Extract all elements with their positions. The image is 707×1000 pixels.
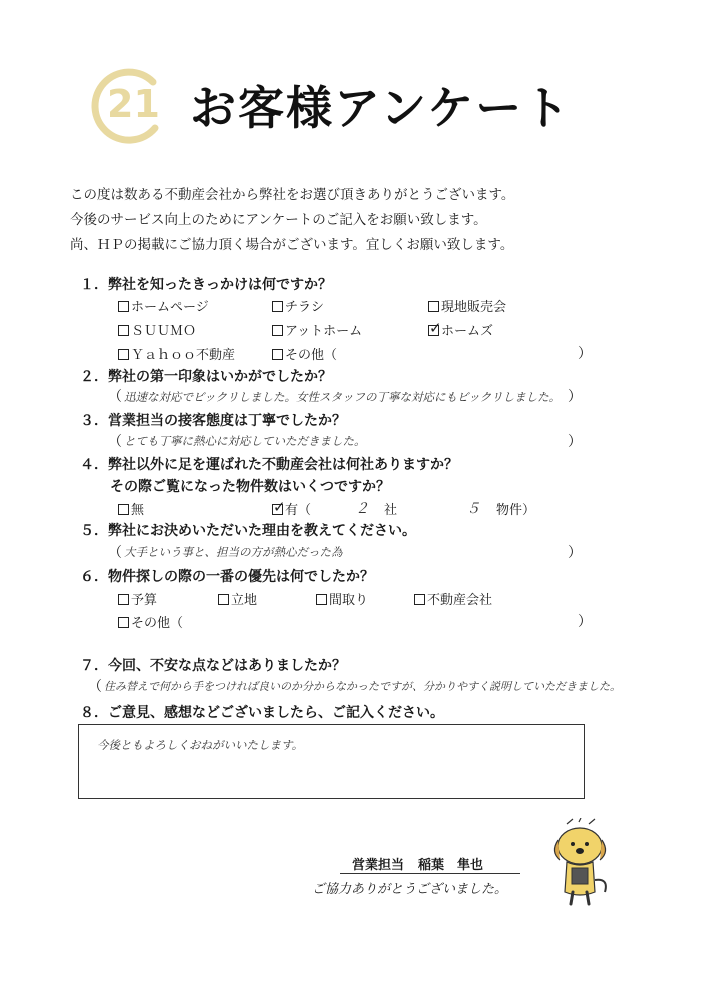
checkbox[interactable] bbox=[218, 594, 229, 605]
q6-option-location[interactable]: 立地 bbox=[218, 589, 257, 608]
intro-line-2: 今後のサービス向上のためにアンケートのご記入をお願い致します。 bbox=[70, 212, 487, 228]
q4-companies-count[interactable]: ２ bbox=[355, 501, 369, 517]
checkbox-checked[interactable] bbox=[272, 504, 283, 515]
q5-label: ５．弊社にお決めいただいた理由を教えてください。 bbox=[80, 523, 416, 539]
q4-bukken-label: 物件） bbox=[496, 503, 536, 518]
q2-answer[interactable]: 迅速な対応でビックリしました。女性スタッフの丁寧な対応にもビックリしました。 bbox=[124, 390, 561, 404]
q8-answer[interactable]: 今後ともよろしくおねがいいたします。 bbox=[97, 738, 304, 752]
q2-close-paren: ） bbox=[568, 389, 582, 405]
q1-label: １．弊社を知ったきっかけは何ですか？ bbox=[80, 277, 332, 293]
q2-label: ２．弊社の第一印象はいかがでしたか？ bbox=[80, 369, 332, 385]
q6-option-other[interactable]: その他（ bbox=[118, 612, 183, 631]
q4-sub-label: その際ご覧になった物件数はいくつですか？ bbox=[110, 479, 390, 495]
checkbox[interactable] bbox=[118, 617, 129, 628]
signature-underline bbox=[340, 873, 520, 874]
q3-close-paren: ） bbox=[568, 434, 582, 450]
checkbox[interactable] bbox=[272, 301, 283, 312]
sales-rep-role: 営業担当 bbox=[352, 858, 405, 873]
q7-open-paren: （ bbox=[88, 679, 102, 695]
q4-option-none[interactable]: 無 bbox=[118, 499, 144, 518]
thank-you-text: ご協力ありがとうございました。 bbox=[312, 882, 508, 897]
q1-option-yahoo[interactable]: Ｙａｈｏｏ不動産 bbox=[118, 344, 235, 363]
q4-sha-label: 社 bbox=[384, 503, 398, 518]
checkbox[interactable] bbox=[118, 594, 129, 605]
q5-open-paren: （ bbox=[108, 545, 122, 561]
q5-close-paren: ） bbox=[568, 545, 582, 561]
q5-answer[interactable]: 大手という事と、担当の方が熱心だった為 bbox=[124, 545, 343, 559]
q1-option-flyer[interactable]: チラシ bbox=[272, 296, 324, 315]
sales-rep-name: 稲葉 隼也 bbox=[418, 858, 484, 873]
checkbox[interactable] bbox=[118, 301, 129, 312]
checkbox[interactable] bbox=[118, 349, 129, 360]
q1-close-paren: ） bbox=[578, 346, 592, 362]
q4-option-yes[interactable]: ✓ 有（ bbox=[272, 499, 311, 518]
checkbox-checked[interactable] bbox=[428, 325, 439, 336]
q1-option-onsite-sale[interactable]: 現地販売会 bbox=[428, 296, 506, 315]
page-title: お客様アンケート bbox=[190, 81, 572, 135]
q1-option-other[interactable]: その他（ bbox=[272, 344, 337, 363]
q6-option-company[interactable]: 不動産会社 bbox=[414, 589, 492, 608]
q1-option-athome[interactable]: アットホーム bbox=[272, 320, 362, 339]
checkbox[interactable] bbox=[428, 301, 439, 312]
checkbox[interactable] bbox=[272, 349, 283, 360]
q4-properties-count[interactable]: ５ bbox=[466, 501, 480, 517]
checkbox[interactable] bbox=[272, 325, 283, 336]
q3-answer[interactable]: とても丁寧に熱心に対応していただきました。 bbox=[124, 434, 366, 448]
logo-text: 21 bbox=[107, 82, 160, 126]
q3-label: ３．営業担当の接客態度は丁寧でしたか？ bbox=[80, 413, 346, 429]
mascot-dog-icon bbox=[545, 818, 615, 910]
q6-option-layout[interactable]: 間取り bbox=[316, 589, 368, 608]
checkbox[interactable] bbox=[316, 594, 327, 605]
checkbox[interactable] bbox=[118, 504, 129, 515]
q1-option-suumo[interactable]: ＳＵＵＭＯ bbox=[118, 320, 196, 339]
q6-close-paren: ） bbox=[578, 614, 592, 630]
q7-answer[interactable]: 住み替えで何から手をつければ良いのか分からなかったですが、分かりやすく説明していただきました。 bbox=[104, 680, 621, 693]
q1-option-homepage[interactable]: ホームページ bbox=[118, 296, 209, 315]
checkbox[interactable] bbox=[118, 325, 129, 336]
intro-line-1: この度は数ある不動産会社から弊社をお選び頂きありがとうございます。 bbox=[70, 187, 515, 203]
checkbox[interactable] bbox=[414, 594, 425, 605]
q4-label: ４．弊社以外に足を運ばれた不動産会社は何社ありますか？ bbox=[80, 457, 458, 473]
logo bbox=[83, 62, 173, 152]
q6-label: ６．物件探しの際の一番の優先は何でしたか？ bbox=[80, 569, 374, 585]
comment-box[interactable] bbox=[78, 724, 585, 799]
q8-label: ８．ご意見、感想などございましたら、ご記入ください。 bbox=[80, 705, 444, 721]
intro-line-3: 尚、ＨＰの掲載にご協力頂く場合がございます。宜しくお願い致します。 bbox=[70, 237, 514, 253]
q1-option-homes[interactable]: ✓ ホームズ bbox=[428, 320, 493, 339]
q7-label: ７．今回、不安な点などはありましたか？ bbox=[80, 658, 346, 674]
q2-open-paren: （ bbox=[108, 389, 122, 405]
q6-option-budget[interactable]: 予算 bbox=[118, 589, 157, 608]
q3-open-paren: （ bbox=[108, 434, 122, 450]
